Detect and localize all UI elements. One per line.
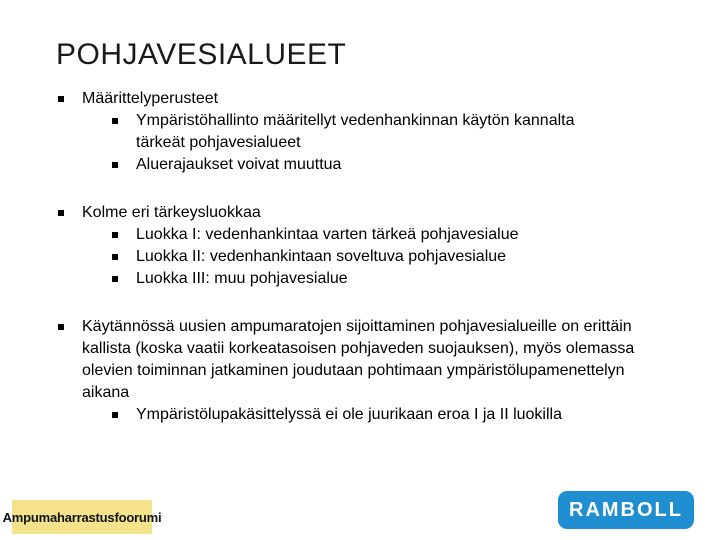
slide-title: POHJAVESIALUEET [56,38,347,71]
ampumaharrastusfoorumi-logo: Ampumaharrastusfoorumi [12,500,152,534]
bullet-item [56,202,656,224]
sub-bullet-item [56,268,656,290]
bullet-marker-icon [112,232,118,238]
bullet-marker-icon [58,324,64,330]
sub-bullet-item [56,404,656,426]
sub-bullet-item [56,154,656,176]
sub-bullet-item [56,224,656,246]
bullet-list [56,88,656,426]
bullet-text: Kolme eri tärkeysluokkaa [82,204,261,221]
sub-bullet-text: Luokka II: vedenhankintaan soveltuva pohjavesialue [136,248,507,265]
bullet-marker-icon [112,254,118,260]
bullet-item [56,88,656,110]
ramboll-logo-text: RAMBOLL [569,498,683,521]
sub-bullet-text: Luokka III: muu pohjavesialue [136,270,348,287]
bullet-marker-icon [58,96,64,102]
bullet-marker-icon [112,412,118,418]
bullet-text: Käytännössä uusien ampumaratojen sijoittaminen pohjavesialueille on erittäin kallista (koska vaatii korkeatasoisen pohjaveden suojauksen), myös olemassa olevien toiminnan jatkaminen joudutaan pohtimaan ympäristölupamenettelyn aikana [82,318,635,401]
bullet-text: Määrittelyperusteet [82,90,219,107]
ramboll-logo [558,491,694,529]
bullet-marker-icon [112,162,118,168]
sub-bullet-text: Luokka I: vedenhankintaa varten tärkeä pohjavesialue [136,226,519,243]
bullet-marker-icon [112,118,118,124]
sub-bullet-text: Aluerajaukset voivat muuttua [136,156,342,173]
bullet-marker-icon [112,276,118,282]
sub-bullet-item [56,110,626,154]
sub-bullet-item [56,246,656,268]
bullet-marker-icon [58,210,64,216]
bullet-item [56,316,657,404]
sub-bullet-text: Ympäristöhallinto määritellyt vedenhankinnan käytön kannalta tärkeät pohjavesialueet [136,112,575,151]
sub-bullet-text: Ympäristölupakäsittelyssä ei ole juurikaan eroa I ja II luokilla [136,406,562,423]
